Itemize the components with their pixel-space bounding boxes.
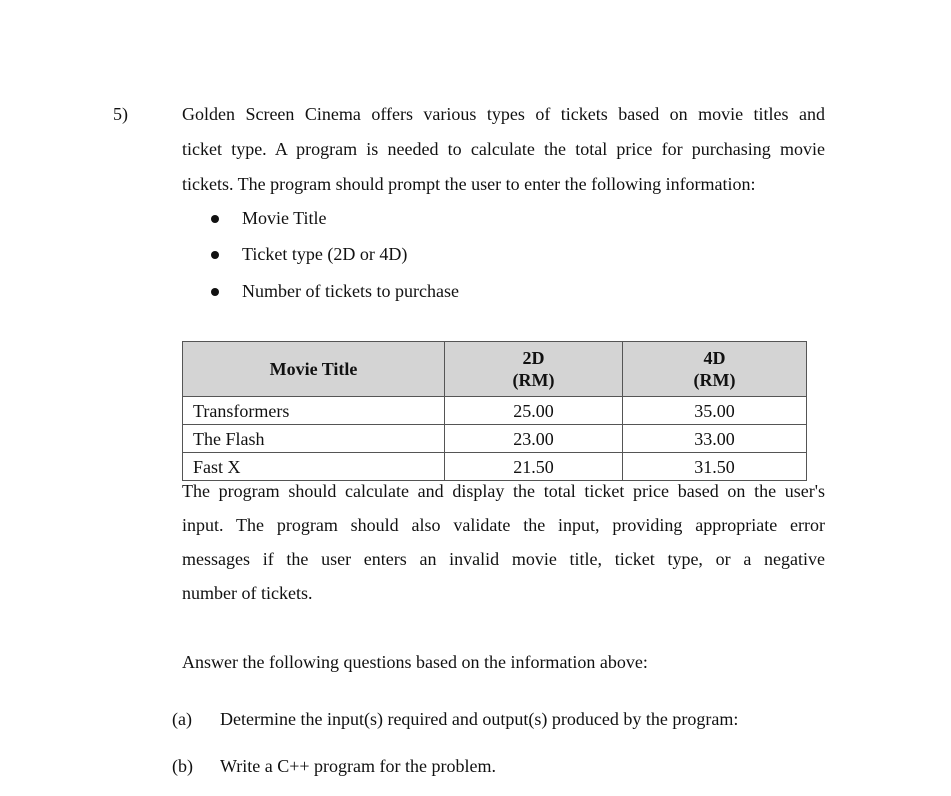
- bullet-item-ticket-count: Number of tickets to purchase: [242, 281, 459, 301]
- table-row: [183, 453, 807, 481]
- bullet-dot-icon: [211, 215, 219, 223]
- followup-line-4: number of tickets.: [182, 583, 313, 603]
- followup-line-3: messages if the user enters an invalid movie title, ticket type, or a negative: [182, 549, 825, 569]
- intro-line-2: ticket type. A program is needed to calculate the total price for purchasing movie: [182, 139, 825, 159]
- price-table: [182, 341, 807, 481]
- bullet-item-movie-title: Movie Title: [242, 208, 327, 228]
- table-header-row: [183, 342, 807, 397]
- header-4d-price: 4D (RM): [623, 342, 807, 397]
- bullet-item-ticket-type: Ticket type (2D or 4D): [242, 244, 408, 264]
- followup-line-1: The program should calculate and display the total ticket price based on the user's: [182, 481, 825, 501]
- subquestion-a-text: Determine the input(s) required and output(s) produced by the program:: [220, 709, 739, 729]
- movie-title-cell: Fast X: [183, 453, 445, 481]
- price-2d-cell: 23.00: [445, 425, 623, 453]
- subquestion-b-label: (b): [172, 756, 193, 776]
- movie-title-cell: Transformers: [183, 397, 445, 425]
- table-row: [183, 425, 807, 453]
- header-2d-price: 2D (RM): [445, 342, 623, 397]
- instruction-text: Answer the following questions based on the information above:: [182, 652, 648, 672]
- price-4d-cell: 33.00: [623, 425, 807, 453]
- price-4d-cell: 35.00: [623, 397, 807, 425]
- table-row: [183, 397, 807, 425]
- intro-line-1: Golden Screen Cinema offers various types of tickets based on movie titles and: [182, 104, 825, 124]
- bullet-dot-icon: [211, 251, 219, 259]
- price-4d-cell: 31.50: [623, 453, 807, 481]
- bullet-dot-icon: [211, 288, 219, 296]
- price-2d-cell: 21.50: [445, 453, 623, 481]
- question-number: 5): [113, 104, 128, 124]
- header-movie-title: Movie Title: [183, 342, 445, 397]
- price-2d-cell: 25.00: [445, 397, 623, 425]
- movie-title-cell: The Flash: [183, 425, 445, 453]
- followup-line-2: input. The program should also validate the input, providing appropriate error: [182, 515, 825, 535]
- subquestion-a-label: (a): [172, 709, 192, 729]
- subquestion-b-text: Write a C++ program for the problem.: [220, 756, 496, 776]
- intro-line-3: tickets. The program should prompt the user to enter the following information:: [182, 174, 756, 194]
